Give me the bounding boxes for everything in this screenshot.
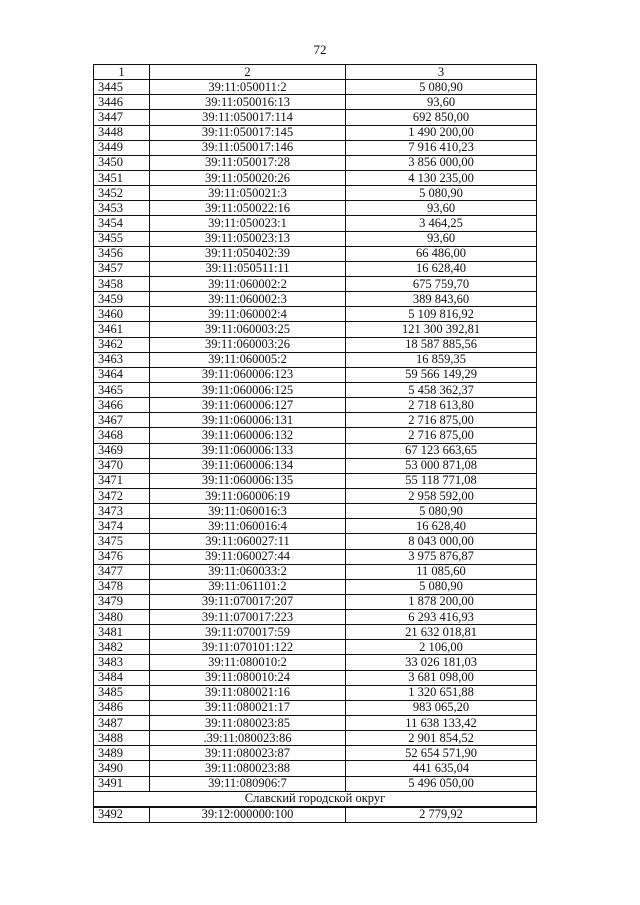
table-row xyxy=(94,367,537,382)
table-row xyxy=(94,685,537,700)
row-number: 3461 xyxy=(94,322,150,337)
cadastral-value: 5 080,90 xyxy=(346,80,537,95)
row-number: 3491 xyxy=(94,776,150,791)
section-title: Славский городской округ xyxy=(94,791,537,807)
cadastral-value: 33 026 181,03 xyxy=(346,655,537,670)
row-number: 3488 xyxy=(94,731,150,746)
cadastral-number: 39:11:060003:25 xyxy=(150,322,346,337)
row-number: 3481 xyxy=(94,625,150,640)
cadastral-number: 39:11:050021:3 xyxy=(150,186,346,201)
cadastral-value: 2 106,00 xyxy=(346,640,537,655)
row-number: 3485 xyxy=(94,685,150,700)
cadastral-value: 59 566 149,29 xyxy=(346,367,537,382)
row-number: 3449 xyxy=(94,140,150,155)
cadastral-number: 39:11:050017:114 xyxy=(150,110,346,125)
table-row xyxy=(94,488,537,503)
cadastral-value: 2 716 875,00 xyxy=(346,428,537,443)
cadastral-number: 39:11:080023:85 xyxy=(150,716,346,731)
cadastral-value: 5 080,90 xyxy=(346,504,537,519)
table-row xyxy=(94,398,537,413)
cadastral-value: 8 043 000,00 xyxy=(346,534,537,549)
cadastral-value: 3 856 000,00 xyxy=(346,155,537,170)
cadastral-value-table xyxy=(93,64,537,823)
cadastral-value: 5 109 816,92 xyxy=(346,307,537,322)
row-number: 3476 xyxy=(94,549,150,564)
table-row xyxy=(94,352,537,367)
table-row xyxy=(94,700,537,715)
row-number: 3479 xyxy=(94,594,150,609)
cadastral-number: 39:11:060016:4 xyxy=(150,519,346,534)
cadastral-number: 39:11:050023:1 xyxy=(150,216,346,231)
cadastral-value: 11 638 133,42 xyxy=(346,716,537,731)
cadastral-number: 39:11:080906:7 xyxy=(150,776,346,791)
row-number: 3457 xyxy=(94,261,150,276)
row-number: 3462 xyxy=(94,337,150,352)
cadastral-value: 3 464,25 xyxy=(346,216,537,231)
table-row xyxy=(94,231,537,246)
cadastral-number: 39:11:060027:44 xyxy=(150,549,346,564)
row-number: 3452 xyxy=(94,186,150,201)
cadastral-value: 1 878 200,00 xyxy=(346,594,537,609)
cadastral-number: 39:11:060002:4 xyxy=(150,307,346,322)
cadastral-number: 39:11:070017:223 xyxy=(150,610,346,625)
cadastral-value: 21 632 018,81 xyxy=(346,625,537,640)
row-number: 3446 xyxy=(94,95,150,110)
table-row xyxy=(94,549,537,564)
cadastral-number: 39:11:050022:16 xyxy=(150,201,346,216)
cadastral-value: 4 130 235,00 xyxy=(346,170,537,185)
table-row xyxy=(94,670,537,685)
table-row xyxy=(94,201,537,216)
row-number: 3466 xyxy=(94,398,150,413)
cadastral-number: 39:11:060006:134 xyxy=(150,458,346,473)
table-row xyxy=(94,746,537,761)
table-row xyxy=(94,246,537,261)
row-number: 3472 xyxy=(94,488,150,503)
cadastral-number: 39:11:080023:88 xyxy=(150,761,346,776)
table-row xyxy=(94,261,537,276)
row-number: 3458 xyxy=(94,276,150,291)
cadastral-value: 6 293 416,93 xyxy=(346,610,537,625)
row-number: 3480 xyxy=(94,610,150,625)
cadastral-value: 93,60 xyxy=(346,231,537,246)
cadastral-value: 18 587 885,56 xyxy=(346,337,537,352)
table-row xyxy=(94,216,537,231)
row-number: 3482 xyxy=(94,640,150,655)
cadastral-number: 39:11:050017:145 xyxy=(150,125,346,140)
table-row xyxy=(94,594,537,609)
row-number: 3450 xyxy=(94,155,150,170)
cadastral-number: 39:11:050402:39 xyxy=(150,246,346,261)
cadastral-value: 5 458 362,37 xyxy=(346,382,537,397)
cadastral-value: 67 123 663,65 xyxy=(346,443,537,458)
cadastral-number: 39:11:060006:132 xyxy=(150,428,346,443)
cadastral-value: 692 850,00 xyxy=(346,110,537,125)
row-number: 3453 xyxy=(94,201,150,216)
row-number: 3464 xyxy=(94,367,150,382)
cadastral-value: 11 085,60 xyxy=(346,564,537,579)
cadastral-number: 39:11:080023:87 xyxy=(150,746,346,761)
cadastral-number: 39:11:050017:28 xyxy=(150,155,346,170)
cadastral-value: 441 635,04 xyxy=(346,761,537,776)
row-number: 3470 xyxy=(94,458,150,473)
cadastral-value: 389 843,60 xyxy=(346,292,537,307)
page-number: 72 xyxy=(313,42,327,57)
cadastral-number: 39:11:050023:13 xyxy=(150,231,346,246)
table-row xyxy=(94,761,537,776)
cadastral-value: 93,60 xyxy=(346,95,537,110)
table-row xyxy=(94,125,537,140)
table-body xyxy=(94,80,537,823)
cadastral-value: 121 300 392,81 xyxy=(346,322,537,337)
cadastral-number: 39:11:060002:2 xyxy=(150,276,346,291)
cadastral-number: 39:11:050020:26 xyxy=(150,170,346,185)
row-number: 3486 xyxy=(94,700,150,715)
cadastral-value: 1 320 651,88 xyxy=(346,685,537,700)
cadastral-value: 3 975 876,87 xyxy=(346,549,537,564)
cadastral-value: 16 628,40 xyxy=(346,261,537,276)
table-row xyxy=(94,807,537,823)
table-row xyxy=(94,534,537,549)
cadastral-value: 675 759,70 xyxy=(346,276,537,291)
table-row xyxy=(94,186,537,201)
row-number: 3448 xyxy=(94,125,150,140)
table-row xyxy=(94,413,537,428)
section-header-row xyxy=(94,791,537,807)
row-number: 3459 xyxy=(94,292,150,307)
table-row xyxy=(94,625,537,640)
cadastral-number: 39:11:060006:131 xyxy=(150,413,346,428)
table-row xyxy=(94,776,537,791)
cadastral-value: 7 916 410,23 xyxy=(346,140,537,155)
row-number: 3490 xyxy=(94,761,150,776)
cadastral-number: 39:11:070017:207 xyxy=(150,594,346,609)
cadastral-value: 3 681 098,00 xyxy=(346,670,537,685)
cadastral-number: 39:11:060006:19 xyxy=(150,488,346,503)
row-number: 3456 xyxy=(94,246,150,261)
cadastral-value: 52 654 571,90 xyxy=(346,746,537,761)
row-number: 3473 xyxy=(94,504,150,519)
cadastral-number: 39:11:060005:2 xyxy=(150,352,346,367)
header-row xyxy=(94,65,537,80)
cadastral-value: 1 490 200,00 xyxy=(346,125,537,140)
cadastral-value: 93,60 xyxy=(346,201,537,216)
table-row xyxy=(94,428,537,443)
cadastral-value: 66 486,00 xyxy=(346,246,537,261)
header-col-2: 2 xyxy=(150,65,346,80)
table-row xyxy=(94,731,537,746)
row-number: 3474 xyxy=(94,519,150,534)
table-row xyxy=(94,95,537,110)
table-row xyxy=(94,655,537,670)
cadastral-number: 39:11:060006:135 xyxy=(150,473,346,488)
table-row xyxy=(94,110,537,125)
cadastral-value: 2 718 613,80 xyxy=(346,398,537,413)
cadastral-number: 39:11:050016:13 xyxy=(150,95,346,110)
cadastral-number: 39:11:060033:2 xyxy=(150,564,346,579)
table-row xyxy=(94,155,537,170)
row-number: 3484 xyxy=(94,670,150,685)
table-row xyxy=(94,140,537,155)
cadastral-number: 39:12:000000:100 xyxy=(150,807,346,823)
cadastral-value: 5 496 050,00 xyxy=(346,776,537,791)
cadastral-value: 2 901 854,52 xyxy=(346,731,537,746)
row-number: 3483 xyxy=(94,655,150,670)
cadastral-value: 16 628,40 xyxy=(346,519,537,534)
row-number: 3454 xyxy=(94,216,150,231)
cadastral-value: 2 779,92 xyxy=(346,807,537,823)
cadastral-value: 53 000 871,08 xyxy=(346,458,537,473)
table-row xyxy=(94,322,537,337)
cadastral-number: 39:11:080021:16 xyxy=(150,685,346,700)
header-col-3: 3 xyxy=(346,65,537,80)
table-row xyxy=(94,473,537,488)
row-number: 3467 xyxy=(94,413,150,428)
table-row xyxy=(94,458,537,473)
table-row xyxy=(94,519,537,534)
cadastral-number: 39:11:060006:127 xyxy=(150,398,346,413)
table-row xyxy=(94,276,537,291)
row-number: 3460 xyxy=(94,307,150,322)
row-number: 3468 xyxy=(94,428,150,443)
cadastral-number: 39:11:060006:133 xyxy=(150,443,346,458)
table-row xyxy=(94,716,537,731)
cadastral-value: 55 118 771,08 xyxy=(346,473,537,488)
row-number: 3463 xyxy=(94,352,150,367)
cadastral-number: 39:11:050511:11 xyxy=(150,261,346,276)
cadastral-number: 39:11:070017:59 xyxy=(150,625,346,640)
table-row xyxy=(94,307,537,322)
row-number: 3469 xyxy=(94,443,150,458)
table-row xyxy=(94,382,537,397)
row-number: 3478 xyxy=(94,579,150,594)
row-number: 3475 xyxy=(94,534,150,549)
cadastral-number: 39:11:060002:3 xyxy=(150,292,346,307)
row-number: 3471 xyxy=(94,473,150,488)
cadastral-number: 39:11:050017:146 xyxy=(150,140,346,155)
cadastral-value: 5 080,90 xyxy=(346,579,537,594)
cadastral-number: .39:11:080023:86 xyxy=(150,731,346,746)
cadastral-number: 39:11:080021:17 xyxy=(150,700,346,715)
row-number: 3487 xyxy=(94,716,150,731)
cadastral-value: 2 958 592,00 xyxy=(346,488,537,503)
table-row xyxy=(94,579,537,594)
cadastral-number: 39:11:060003:26 xyxy=(150,337,346,352)
table-row xyxy=(94,443,537,458)
row-number: 3492 xyxy=(94,807,150,823)
row-number: 3489 xyxy=(94,746,150,761)
cadastral-number: 39:11:050011:2 xyxy=(150,80,346,95)
table-row xyxy=(94,292,537,307)
table-row xyxy=(94,504,537,519)
table-row xyxy=(94,610,537,625)
table-row xyxy=(94,337,537,352)
cadastral-value: 5 080,90 xyxy=(346,186,537,201)
cadastral-number: 39:11:060016:3 xyxy=(150,504,346,519)
row-number: 3455 xyxy=(94,231,150,246)
cadastral-number: 39:11:080010:2 xyxy=(150,655,346,670)
table-row xyxy=(94,80,537,95)
table-row xyxy=(94,170,537,185)
cadastral-number: 39:11:080010:24 xyxy=(150,670,346,685)
cadastral-number: 39:11:060006:123 xyxy=(150,367,346,382)
cadastral-value: 16 859,35 xyxy=(346,352,537,367)
row-number: 3447 xyxy=(94,110,150,125)
header-col-1: 1 xyxy=(94,65,150,80)
cadastral-number: 39:11:061101:2 xyxy=(150,579,346,594)
row-number: 3445 xyxy=(94,80,150,95)
cadastral-value: 2 716 875,00 xyxy=(346,413,537,428)
cadastral-number: 39:11:060027:11 xyxy=(150,534,346,549)
cadastral-number: 39:11:060006:125 xyxy=(150,382,346,397)
cadastral-number: 39:11:070101:122 xyxy=(150,640,346,655)
row-number: 3477 xyxy=(94,564,150,579)
row-number: 3451 xyxy=(94,170,150,185)
cadastral-value: 983 065,20 xyxy=(346,700,537,715)
row-number: 3465 xyxy=(94,382,150,397)
table-row xyxy=(94,640,537,655)
table-row xyxy=(94,564,537,579)
